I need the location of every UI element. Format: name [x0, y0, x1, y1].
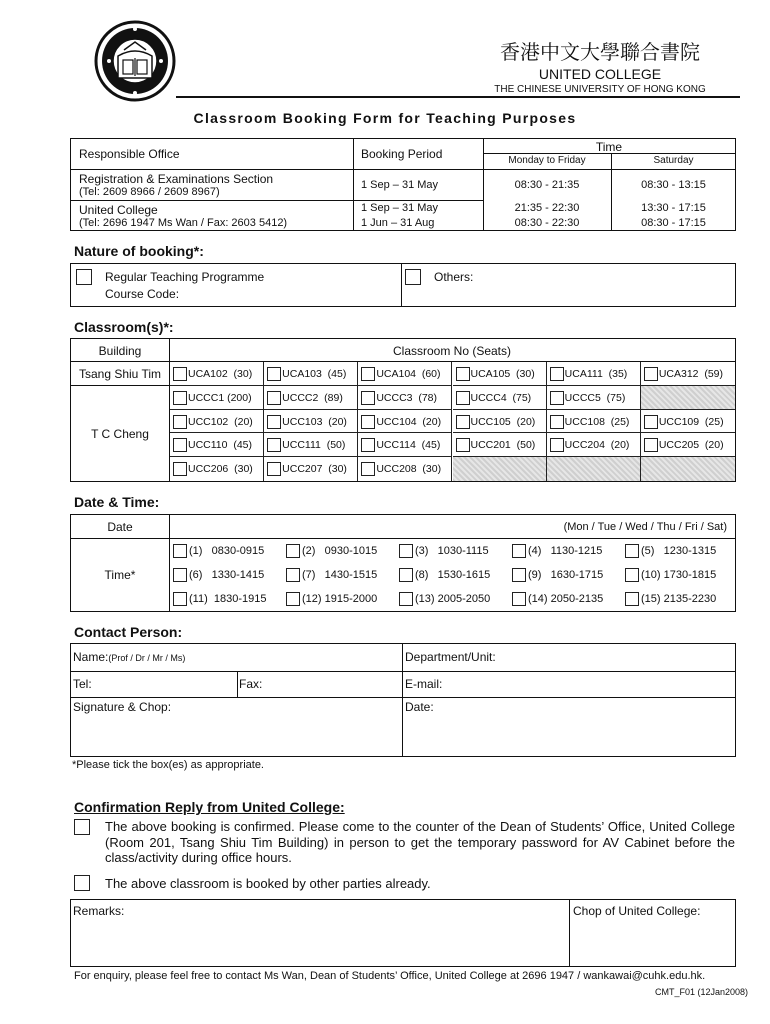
- form-code: CMT_F01 (12Jan2008): [654, 987, 748, 997]
- col-responsible-office: Responsible Office: [79, 147, 180, 161]
- regular-teaching-label: Regular Teaching Programme: [105, 270, 265, 284]
- contact-title: Contact Person:: [74, 624, 183, 640]
- classroom-checkbox[interactable]: [173, 462, 187, 476]
- classroom-option[interactable]: [358, 410, 452, 434]
- classroom-option[interactable]: [641, 410, 735, 434]
- classroom-label: UCA102 (30): [188, 368, 253, 380]
- saturday-united-a: 13:30 - 17:15: [641, 202, 706, 214]
- time-slot-option[interactable]: [396, 587, 509, 611]
- time-slot-option[interactable]: [170, 539, 283, 563]
- classroom-checkbox[interactable]: [550, 391, 564, 405]
- signature-field[interactable]: Signature & Chop:: [73, 700, 172, 714]
- time-slot-option[interactable]: [170, 587, 283, 611]
- email-field[interactable]: E-mail:: [405, 677, 443, 691]
- time-slot-option[interactable]: [283, 587, 396, 611]
- time-slot-checkbox[interactable]: [399, 544, 413, 558]
- time-slot-label: (2) 0930-1015: [302, 545, 378, 557]
- regular-teaching-checkbox[interactable]: [76, 269, 92, 285]
- classroom-checkbox[interactable]: [361, 438, 375, 452]
- time-slot-label: (7) 1430-1515: [302, 569, 378, 581]
- classroom-option[interactable]: [547, 433, 641, 457]
- time-label: Time*: [104, 568, 136, 582]
- time-slot-checkbox[interactable]: [625, 544, 639, 558]
- weekday-options: (Mon / Tue / Wed / Thu / Fri / Sat): [563, 521, 727, 533]
- classroom-checkbox[interactable]: [267, 462, 281, 476]
- time-slot-checkbox[interactable]: [173, 568, 187, 582]
- classroom-option[interactable]: [170, 457, 264, 481]
- others-label: Others:: [434, 270, 474, 284]
- classroom-checkbox[interactable]: [456, 391, 470, 405]
- classroom-checkbox[interactable]: [267, 415, 281, 429]
- classroom-label: UCCC2 (89): [282, 391, 343, 404]
- classroom-option[interactable]: [358, 457, 452, 481]
- college-crest: [94, 20, 176, 102]
- classroom-checkbox[interactable]: [644, 415, 658, 429]
- university-name: THE CHINESE UNIVERSITY OF HONG KONG: [494, 84, 706, 95]
- time-slot-label: (1) 0830-0915: [189, 545, 265, 557]
- classroom-table: [70, 338, 736, 482]
- unavailable-cell: [453, 457, 547, 481]
- time-slot-label: (11) 1830-1915: [189, 593, 267, 605]
- time-slot-checkbox[interactable]: [173, 592, 187, 606]
- time-slot-checkbox[interactable]: [173, 544, 187, 558]
- classroom-option[interactable]: [453, 386, 547, 410]
- datetime-table: [70, 514, 736, 612]
- classroom-option[interactable]: [641, 362, 735, 386]
- office-hours-table: [70, 138, 736, 231]
- time-slot-option[interactable]: [622, 587, 735, 611]
- tick-note: *Please tick the box(es) as appropriate.: [72, 759, 264, 771]
- tel-field[interactable]: Tel:: [73, 677, 92, 691]
- classroom-checkbox[interactable]: [361, 367, 375, 381]
- course-code-label: Course Code:: [105, 287, 180, 301]
- classroom-option[interactable]: [170, 362, 264, 386]
- chop-field[interactable]: Chop of United College:: [573, 904, 701, 918]
- classroom-checkbox[interactable]: [173, 415, 187, 429]
- booked-text: The above classroom is booked by other parties already.: [105, 876, 431, 891]
- period-united-b: 1 Jun – 31 Aug: [361, 217, 435, 229]
- header-divider: [176, 96, 740, 98]
- classroom-checkbox[interactable]: [267, 438, 281, 452]
- datetime-title: Date & Time:: [74, 494, 160, 510]
- building-tsang-shiu-tim: Tsang Shiu Tim: [78, 367, 162, 381]
- classroom-option[interactable]: [453, 362, 547, 386]
- time-slot-option[interactable]: [170, 563, 283, 587]
- classroom-option[interactable]: [547, 386, 641, 410]
- classroom-option[interactable]: [264, 386, 358, 410]
- classroom-checkbox[interactable]: [644, 438, 658, 452]
- classroom-checkbox[interactable]: [267, 391, 281, 405]
- classroom-checkbox[interactable]: [173, 391, 187, 405]
- classroom-option[interactable]: [453, 410, 547, 434]
- weekday-united-b: 08:30 - 22:30: [514, 217, 580, 229]
- building-tc-cheng: T C Cheng: [91, 427, 149, 441]
- classroom-label: UCC207 (30): [282, 463, 347, 476]
- col-booking-period: Booking Period: [361, 147, 443, 161]
- time-slot-checkbox[interactable]: [286, 568, 300, 582]
- remarks-table: [70, 899, 736, 967]
- classroom-label: UCA104 (60): [376, 368, 441, 380]
- classrooms-title: Classroom(s)*:: [74, 319, 174, 335]
- classroom-option[interactable]: [358, 433, 452, 457]
- classroom-option[interactable]: [170, 433, 264, 457]
- classroom-checkbox[interactable]: [550, 415, 564, 429]
- office-registration-tel: (Tel: 2609 8966 / 2609 8967): [79, 186, 220, 198]
- classroom-label: UCA312 (59): [658, 368, 724, 380]
- time-slot-option[interactable]: [396, 563, 509, 587]
- classroom-label: UCC104 (20): [376, 415, 442, 428]
- classroom-option[interactable]: [547, 362, 641, 386]
- saturday-registration: 08:30 - 13:15: [641, 179, 706, 191]
- weekday-united-a: 21:35 - 22:30: [514, 202, 580, 214]
- classroom-label: UCC109 (25): [658, 415, 724, 428]
- time-slot-checkbox[interactable]: [399, 568, 413, 582]
- classroom-label: UCC206 (30): [188, 463, 253, 476]
- date-label: Date: [107, 520, 133, 534]
- classroom-option[interactable]: [264, 433, 358, 457]
- time-slot-option[interactable]: [509, 539, 622, 563]
- classroom-label: UCC108 (25): [564, 415, 630, 428]
- time-slot-checkbox[interactable]: [399, 592, 413, 606]
- nature-box: [70, 263, 736, 307]
- col-classroom-no: Classroom No (Seats): [392, 344, 512, 358]
- name-titles: (Prof / Dr / Mr / Ms): [108, 653, 186, 663]
- classroom-checkbox[interactable]: [456, 367, 470, 381]
- office-registration: Registration & Examinations Section: [79, 172, 274, 186]
- time-slot-option[interactable]: [509, 587, 622, 611]
- classroom-option[interactable]: [170, 386, 264, 410]
- office-united-college-tel: (Tel: 2696 1947 Ms Wan / Fax: 2603 5412): [79, 217, 288, 229]
- time-slot-option[interactable]: [283, 563, 396, 587]
- classroom-checkbox[interactable]: [550, 438, 564, 452]
- time-slot-label: (3) 1030-1115: [415, 545, 489, 557]
- form-title: Classroom Booking Form for Teaching Purposes: [193, 110, 577, 126]
- time-slot-checkbox[interactable]: [286, 592, 300, 606]
- time-slot-grid: [170, 539, 735, 611]
- time-slot-option[interactable]: [622, 539, 735, 563]
- classroom-option[interactable]: [264, 362, 358, 386]
- name-label: Name:: [73, 650, 109, 664]
- time-slot-checkbox[interactable]: [625, 568, 639, 582]
- classroom-label: UCA111 (35): [564, 368, 628, 380]
- department-field[interactable]: Department/Unit:: [405, 650, 496, 664]
- classroom-label: UCC102 (20): [188, 415, 253, 428]
- time-slot-checkbox[interactable]: [625, 592, 639, 606]
- classroom-option[interactable]: [358, 386, 452, 410]
- classroom-checkbox[interactable]: [173, 438, 187, 452]
- unavailable-cell: [547, 457, 641, 481]
- classroom-option[interactable]: [547, 410, 641, 434]
- classroom-label: UCC208 (30): [376, 463, 442, 476]
- period-registration: 1 Sep – 31 May: [361, 179, 439, 191]
- classroom-option[interactable]: [170, 410, 264, 434]
- classroom-checkbox[interactable]: [361, 391, 375, 405]
- classroom-checkbox[interactable]: [550, 367, 564, 381]
- classroom-checkbox[interactable]: [173, 367, 187, 381]
- col-time: Time: [595, 140, 623, 154]
- contact-date-field[interactable]: Date:: [405, 700, 434, 714]
- classroom-label: UCC105 (20): [470, 415, 536, 428]
- classroom-checkbox[interactable]: [456, 438, 470, 452]
- time-slot-option[interactable]: [396, 539, 509, 563]
- classroom-option[interactable]: [264, 457, 358, 481]
- classroom-checkbox[interactable]: [361, 462, 375, 476]
- classroom-label: UCCC4 (75): [470, 391, 532, 404]
- name-field[interactable]: [73, 650, 185, 664]
- time-slot-checkbox[interactable]: [286, 544, 300, 558]
- time-slot-label: (9) 1630-1715: [528, 569, 604, 581]
- classroom-label: UCC103 (20): [282, 415, 347, 428]
- time-slot-label: (10) 1730-1815: [641, 569, 717, 581]
- time-slot-label: (8) 1530-1615: [415, 569, 491, 581]
- period-united-a: 1 Sep – 31 May: [361, 202, 439, 214]
- time-slot-option[interactable]: [509, 563, 622, 587]
- classroom-label: UCCC1 (200): [188, 391, 252, 404]
- office-united-college: United College: [79, 203, 158, 217]
- time-slot-label: (14) 2050-2135: [528, 593, 604, 605]
- col-monday-friday: Monday to Friday: [508, 155, 586, 166]
- confirmed-text: The above booking is confirmed. Please come to the counter of the Dean of Students’ Office, United College (Room 201, Tsang Shiu Tim Building) in person to get the temporary password for AV Cabinet before the class/activity during office hours.: [105, 819, 735, 865]
- classroom-checkbox[interactable]: [644, 367, 658, 381]
- classroom-label: UCCC5 (75): [564, 391, 626, 404]
- enquiry-text: For enquiry, please feel free to contact Ms Wan, Dean of Students’ Office, United College at 2696 1947 / wankawai@cuhk.edu.hk.: [74, 970, 706, 982]
- time-slot-label: (4) 1130-1215: [528, 545, 603, 557]
- nature-title: Nature of booking*:: [74, 243, 204, 259]
- classroom-label: UCC110 (45): [188, 439, 252, 452]
- college-chinese-name: 香港中文大學聯合書院: [500, 40, 700, 64]
- time-slot-label: (5) 1230-1315: [641, 545, 717, 557]
- classroom-label: UCC204 (20): [564, 439, 630, 452]
- unavailable-cell: [641, 386, 735, 410]
- classroom-label: UCA105 (30): [470, 368, 535, 380]
- others-checkbox[interactable]: [405, 269, 421, 285]
- time-slot-checkbox[interactable]: [512, 592, 526, 606]
- time-slot-checkbox[interactable]: [512, 568, 526, 582]
- classroom-option[interactable]: [264, 410, 358, 434]
- confirmation-title: Confirmation Reply from United College:: [74, 799, 345, 815]
- time-slot-label: (15) 2135-2230: [641, 593, 717, 605]
- remarks-field[interactable]: Remarks:: [73, 904, 125, 918]
- unavailable-cell: [641, 457, 735, 481]
- time-slot-label: (13) 2005-2050: [415, 593, 491, 605]
- classroom-label: UCCC3 (78): [376, 391, 438, 404]
- time-slot-option[interactable]: [622, 563, 735, 587]
- classroom-checkbox[interactable]: [267, 367, 281, 381]
- classroom-label: UCC205 (20): [658, 439, 724, 452]
- classroom-checkbox[interactable]: [456, 415, 470, 429]
- classroom-option[interactable]: [453, 433, 547, 457]
- fax-field[interactable]: Fax:: [239, 677, 263, 691]
- classroom-grid: [170, 362, 735, 481]
- classroom-checkbox[interactable]: [361, 415, 375, 429]
- time-slot-checkbox[interactable]: [512, 544, 526, 558]
- booked-checkbox[interactable]: [74, 875, 90, 891]
- classroom-option[interactable]: [641, 433, 735, 457]
- weekday-registration: 08:30 - 21:35: [514, 179, 580, 191]
- classroom-label: UCA103 (45): [282, 368, 347, 380]
- confirmed-checkbox[interactable]: [74, 819, 90, 835]
- saturday-united-b: 08:30 - 17:15: [641, 217, 706, 229]
- col-saturday: Saturday: [653, 155, 694, 166]
- contact-table: [70, 643, 736, 757]
- col-building: Building: [98, 344, 142, 358]
- time-slot-option[interactable]: [283, 539, 396, 563]
- classroom-label: UCC111 (50): [282, 439, 346, 452]
- classroom-option[interactable]: [358, 362, 452, 386]
- college-name: UNITED COLLEGE: [538, 66, 662, 82]
- classroom-label: UCC114 (45): [376, 439, 441, 452]
- classroom-label: UCC201 (50): [470, 439, 536, 452]
- time-slot-label: (6) 1330-1415: [189, 569, 265, 581]
- time-slot-label: (12) 1915-2000: [302, 593, 378, 605]
